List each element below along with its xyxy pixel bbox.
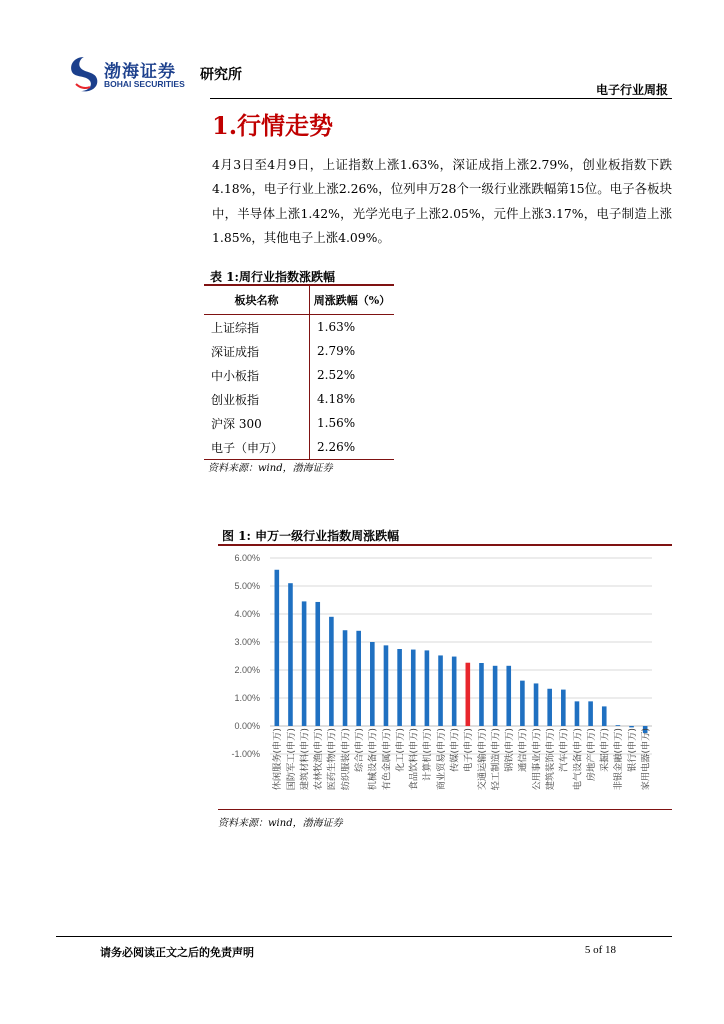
index-name: 中小板指 [204,363,310,387]
figure-caption: 图 1: 申万一级行业指数周涨跌幅 [222,529,400,543]
bar [397,649,402,726]
x-category-label: 家用电器(申万) [640,728,652,791]
section-title: 1.行情走势 [212,111,334,140]
table-row [204,435,394,460]
bar [329,617,334,726]
bar [479,663,484,726]
bar [411,650,416,726]
table-row [204,339,394,363]
table-caption: 表 1:周行业指数涨跌幅 [210,270,335,284]
x-category-label: 建筑材料(申万) [299,728,311,791]
bohai-emblem-icon [66,54,102,94]
bar [561,690,566,726]
bar [288,583,293,726]
bar [534,683,539,726]
x-category-label: 采掘(申万) [599,728,611,772]
x-category-label: 交通运输(申万) [476,728,488,791]
x-category-label: 非银金融(申万) [613,728,625,791]
x-category-label: 综合(申万) [353,728,365,772]
x-category-label: 轻工制造(申万) [490,728,502,791]
index-change: 2.79% [317,344,356,358]
header-rule [210,98,672,99]
x-category-label: 建筑装饰(申万) [544,728,556,791]
x-category-label: 商业贸易(申万) [435,728,447,791]
bar [629,726,634,727]
index-change: 4.18% [317,392,356,406]
x-category-label: 电气设备(申万) [572,728,584,791]
index-name: 创业板指 [204,387,310,411]
x-category-label: 房地产(申万) [585,728,597,782]
market-summary-paragraph: 4月3日至4月9日，上证指数上涨1.63%，深证成指上涨2.79%，创业板指数下跌4.18%，电子行业上涨2.26%，位列申万28个一级行业涨跌幅第15位。电子各板块中，半导体上涨1.42%，光学光电子上涨2.05%，元件上涨3.17%，电子制造上涨1.85%，其他电子上涨4.09%。 [212,157,672,245]
y-tick-label: 5.00% [234,581,260,591]
bar [520,681,525,726]
disclaimer-notice: 请务必阅读正文之后的免责声明 [100,946,254,959]
index-change: 1.63% [317,320,356,334]
research-dept-label: 研究所 [200,67,242,83]
table-source: 资料来源：wind，渤海证券 [208,463,333,474]
x-category-label: 计算机(申万) [422,728,434,782]
y-tick-label: 6.00% [234,553,260,563]
bar [302,601,307,726]
index-change: 1.56% [317,416,356,430]
x-category-label: 电子(申万) [463,728,475,772]
bar [315,602,320,726]
x-category-label: 机械设备(申万) [367,728,379,791]
y-tick-label: 0.00% [234,721,260,731]
x-category-label: 钢铁(申万) [504,728,516,772]
bohai-logo [66,54,206,94]
bar [384,645,389,726]
bar [588,701,593,726]
bar [370,642,375,726]
y-tick-label: -1.00% [231,749,260,759]
x-category-label: 纺织服装(申万) [340,728,352,791]
table-header-name: 板块名称 [204,285,310,315]
bar [452,657,457,726]
report-type: 电子行业周报 [595,83,668,97]
index-name: 深证成指 [204,339,310,363]
x-category-label: 农林牧渔(申万) [313,728,325,791]
index-change-table [204,284,394,460]
bar [616,725,621,726]
index-change: 2.52% [317,368,356,382]
y-tick-label: 2.00% [234,665,260,675]
table-row [204,411,394,435]
x-category-label: 食品饮料(申万) [408,728,420,791]
bar [275,570,280,726]
logo-chinese-name: 渤海证券 [104,62,176,82]
index-change: 2.26% [310,435,395,460]
bar [602,706,607,726]
bar [466,663,471,726]
figure-bottom-rule [218,809,672,810]
y-tick-label: 3.00% [234,637,260,647]
index-name: 沪深 300 [204,411,310,435]
table-row [204,315,394,340]
x-category-label: 化工(申万) [394,728,406,772]
bar [425,650,430,726]
x-category-label: 银行(申万) [626,728,638,772]
table-row [204,387,394,411]
logo-english-name: BOHAI SECURITIES [104,79,185,89]
x-category-label: 有色金属(申万) [381,728,393,791]
figure-source: 资料来源：wind，渤海证券 [218,818,343,829]
x-category-label: 医药生物(申万) [326,728,338,791]
x-category-label: 汽车(申万) [558,728,570,772]
x-category-label: 休闲服务(申万) [272,728,284,791]
bar [575,701,580,726]
x-category-label: 公用事业(申万) [531,728,543,791]
bar [356,631,361,726]
index-name: 电子（申万） [204,435,310,460]
page-number: 5 of 18 [584,944,616,956]
y-tick-label: 1.00% [234,693,260,703]
bar [438,655,443,726]
industry-change-bar-chart [218,546,672,808]
bar [343,630,348,726]
x-category-label: 国防军工(申万) [285,728,297,791]
bar [506,666,511,726]
index-name: 上证综指 [204,315,310,340]
bar [493,666,498,726]
table-row [204,363,394,387]
x-category-label: 传媒(申万) [449,728,461,772]
y-tick-label: 4.00% [234,609,260,619]
footer-rule [56,936,672,937]
table-header-change: 周涨跌幅（%） [310,285,395,315]
bar [547,689,552,726]
x-category-label: 通信(申万) [517,728,529,772]
